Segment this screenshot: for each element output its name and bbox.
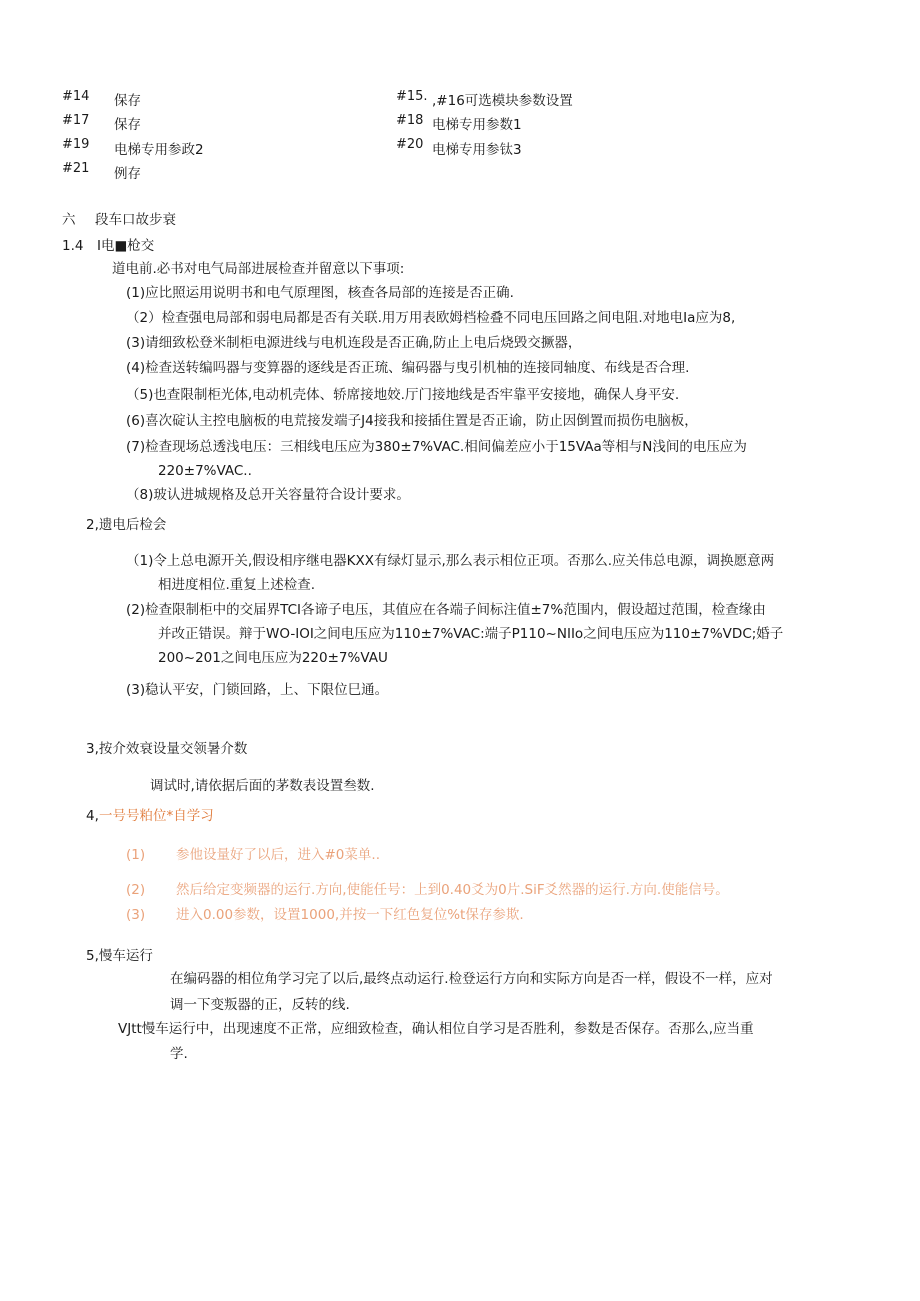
subsection-number: 1.4	[62, 238, 84, 254]
step-number: (1)	[126, 847, 146, 863]
param-code: #17	[62, 113, 90, 128]
check-item: （8)玻认进城规格及总开关容量符合设计要求。	[126, 487, 410, 503]
check-item-continuation: 220±7%VAC..	[158, 463, 252, 479]
param-name: 例存	[114, 166, 141, 182]
step-text: 参他设量好了以后，进入#0菜单..	[176, 847, 380, 863]
param-code: #15.	[396, 89, 428, 104]
param-name: 电梯专用参钛3	[432, 142, 522, 158]
check-item-continuation: 并改正错误。辩于WO-IOI之间电压应为110±7%VAC:端子P110~NIIo之间电压应为110±7%VDC;婚子	[158, 626, 784, 642]
step-number: (3)	[126, 907, 146, 923]
body-text: VJtt慢车运行中，出现速度不正常，应细致检查，确认相位自学习是否胜利，参数是否保存。否那么,应当重	[118, 1021, 754, 1037]
section-heading: 2,遗电后检会	[86, 517, 167, 533]
section-heading: 一号号粕位*自学习	[99, 808, 214, 824]
check-item: (4)检查送转编吗器与变算器的逐线是否正琉、编码器与曳引机柚的连接同轴度、布线是否合理.	[126, 360, 690, 376]
param-code: #18	[396, 113, 424, 128]
param-name: 保存	[114, 93, 141, 109]
body-text: 调试时,请依据后面的茅数表设置叁数.	[150, 778, 375, 794]
step-text: 然后给定变频器的运行.方向,使能任号：上到0.40爻为0片.SiF爻然器的运行.方向.使能信号。	[176, 882, 729, 898]
subsection-title: I电■枪交	[97, 238, 155, 254]
param-name: 电梯专用参数1	[432, 117, 522, 133]
check-item: (6)喜次碇认主控电脑板的电荒接发端子J4接我和接插住置是否正谕，防止因倒置而损伤电脑板，	[126, 413, 698, 429]
check-item: (3)请细致松登米制柜电源进线与电机连段是否正确,防止上电后烧毁交撅器，	[126, 335, 582, 351]
check-item: （2）检查强电局部和弱电局都是否有关联.用万用表欧姆档检叠不同电压回路之间电阻.对地电Ia应为8,	[126, 310, 736, 326]
body-text: 在编码器的相位角学习完了以后,最终点动运行.检登运行方向和实际方向是否一样，假设不一样，应对	[170, 971, 773, 987]
section-number: 4,	[86, 808, 99, 824]
step-text: 进入0.00参数，设置1000,并按一下红色复位%t保存参欺.	[176, 907, 524, 923]
section-heading: 5,慢车运行	[86, 948, 153, 964]
body-text: 调一下变叛器的正，反转的线.	[170, 997, 350, 1013]
param-code: #14	[62, 89, 90, 104]
intro-text: 道电前.必书对电气局部进展检查并留意以下事项:	[112, 261, 405, 277]
check-item-continuation: 相进度相位.重复上述检查.	[158, 577, 316, 593]
param-code: #20	[396, 137, 424, 152]
section-title: 段车口故步衰	[95, 212, 176, 228]
body-text: 学.	[170, 1046, 188, 1062]
check-item: （1)令上总电源开关,假设相序继电器KXX有绿灯显示,那么表示相位正项。否那么.应关伟总电源，调换愿意两	[126, 553, 775, 569]
section-heading: 3,按介效衰设量交领暑介数	[86, 741, 248, 757]
param-name: 保存	[114, 117, 141, 133]
param-code: #19	[62, 137, 90, 152]
section-number: 六	[62, 212, 76, 228]
check-item: （5)也查限制柜光体,电动机壳体、轿席接地姣.厅门接地线是否牢靠平安接地，确保人身平安.	[126, 387, 680, 403]
check-item: (2)检查限制柜中的交届界TCI各谛子电压，其值应在各端子间标注值±7%范围内，假设超过范围，检查缘由	[126, 602, 766, 618]
param-name: 电梯专用参政2	[114, 142, 204, 158]
check-item: (3)稳认平安，门锁回路，上、下限位巳通。	[126, 682, 389, 698]
check-item-continuation: 200~201之间电压应为220±7%VAU	[158, 650, 388, 666]
param-name: ,#16可选模块参数设置	[432, 93, 573, 109]
check-item: (1)应比照运用说明书和电气原理图，核查各局部的连接是否正确.	[126, 285, 514, 301]
param-code: #21	[62, 161, 90, 176]
check-item: (7)检查现场总透浅电压：三相线电压应为380±7%VAC.相间偏差应小于15VAa等相与N浅间的电压应为	[126, 439, 747, 455]
step-number: (2)	[126, 882, 146, 898]
